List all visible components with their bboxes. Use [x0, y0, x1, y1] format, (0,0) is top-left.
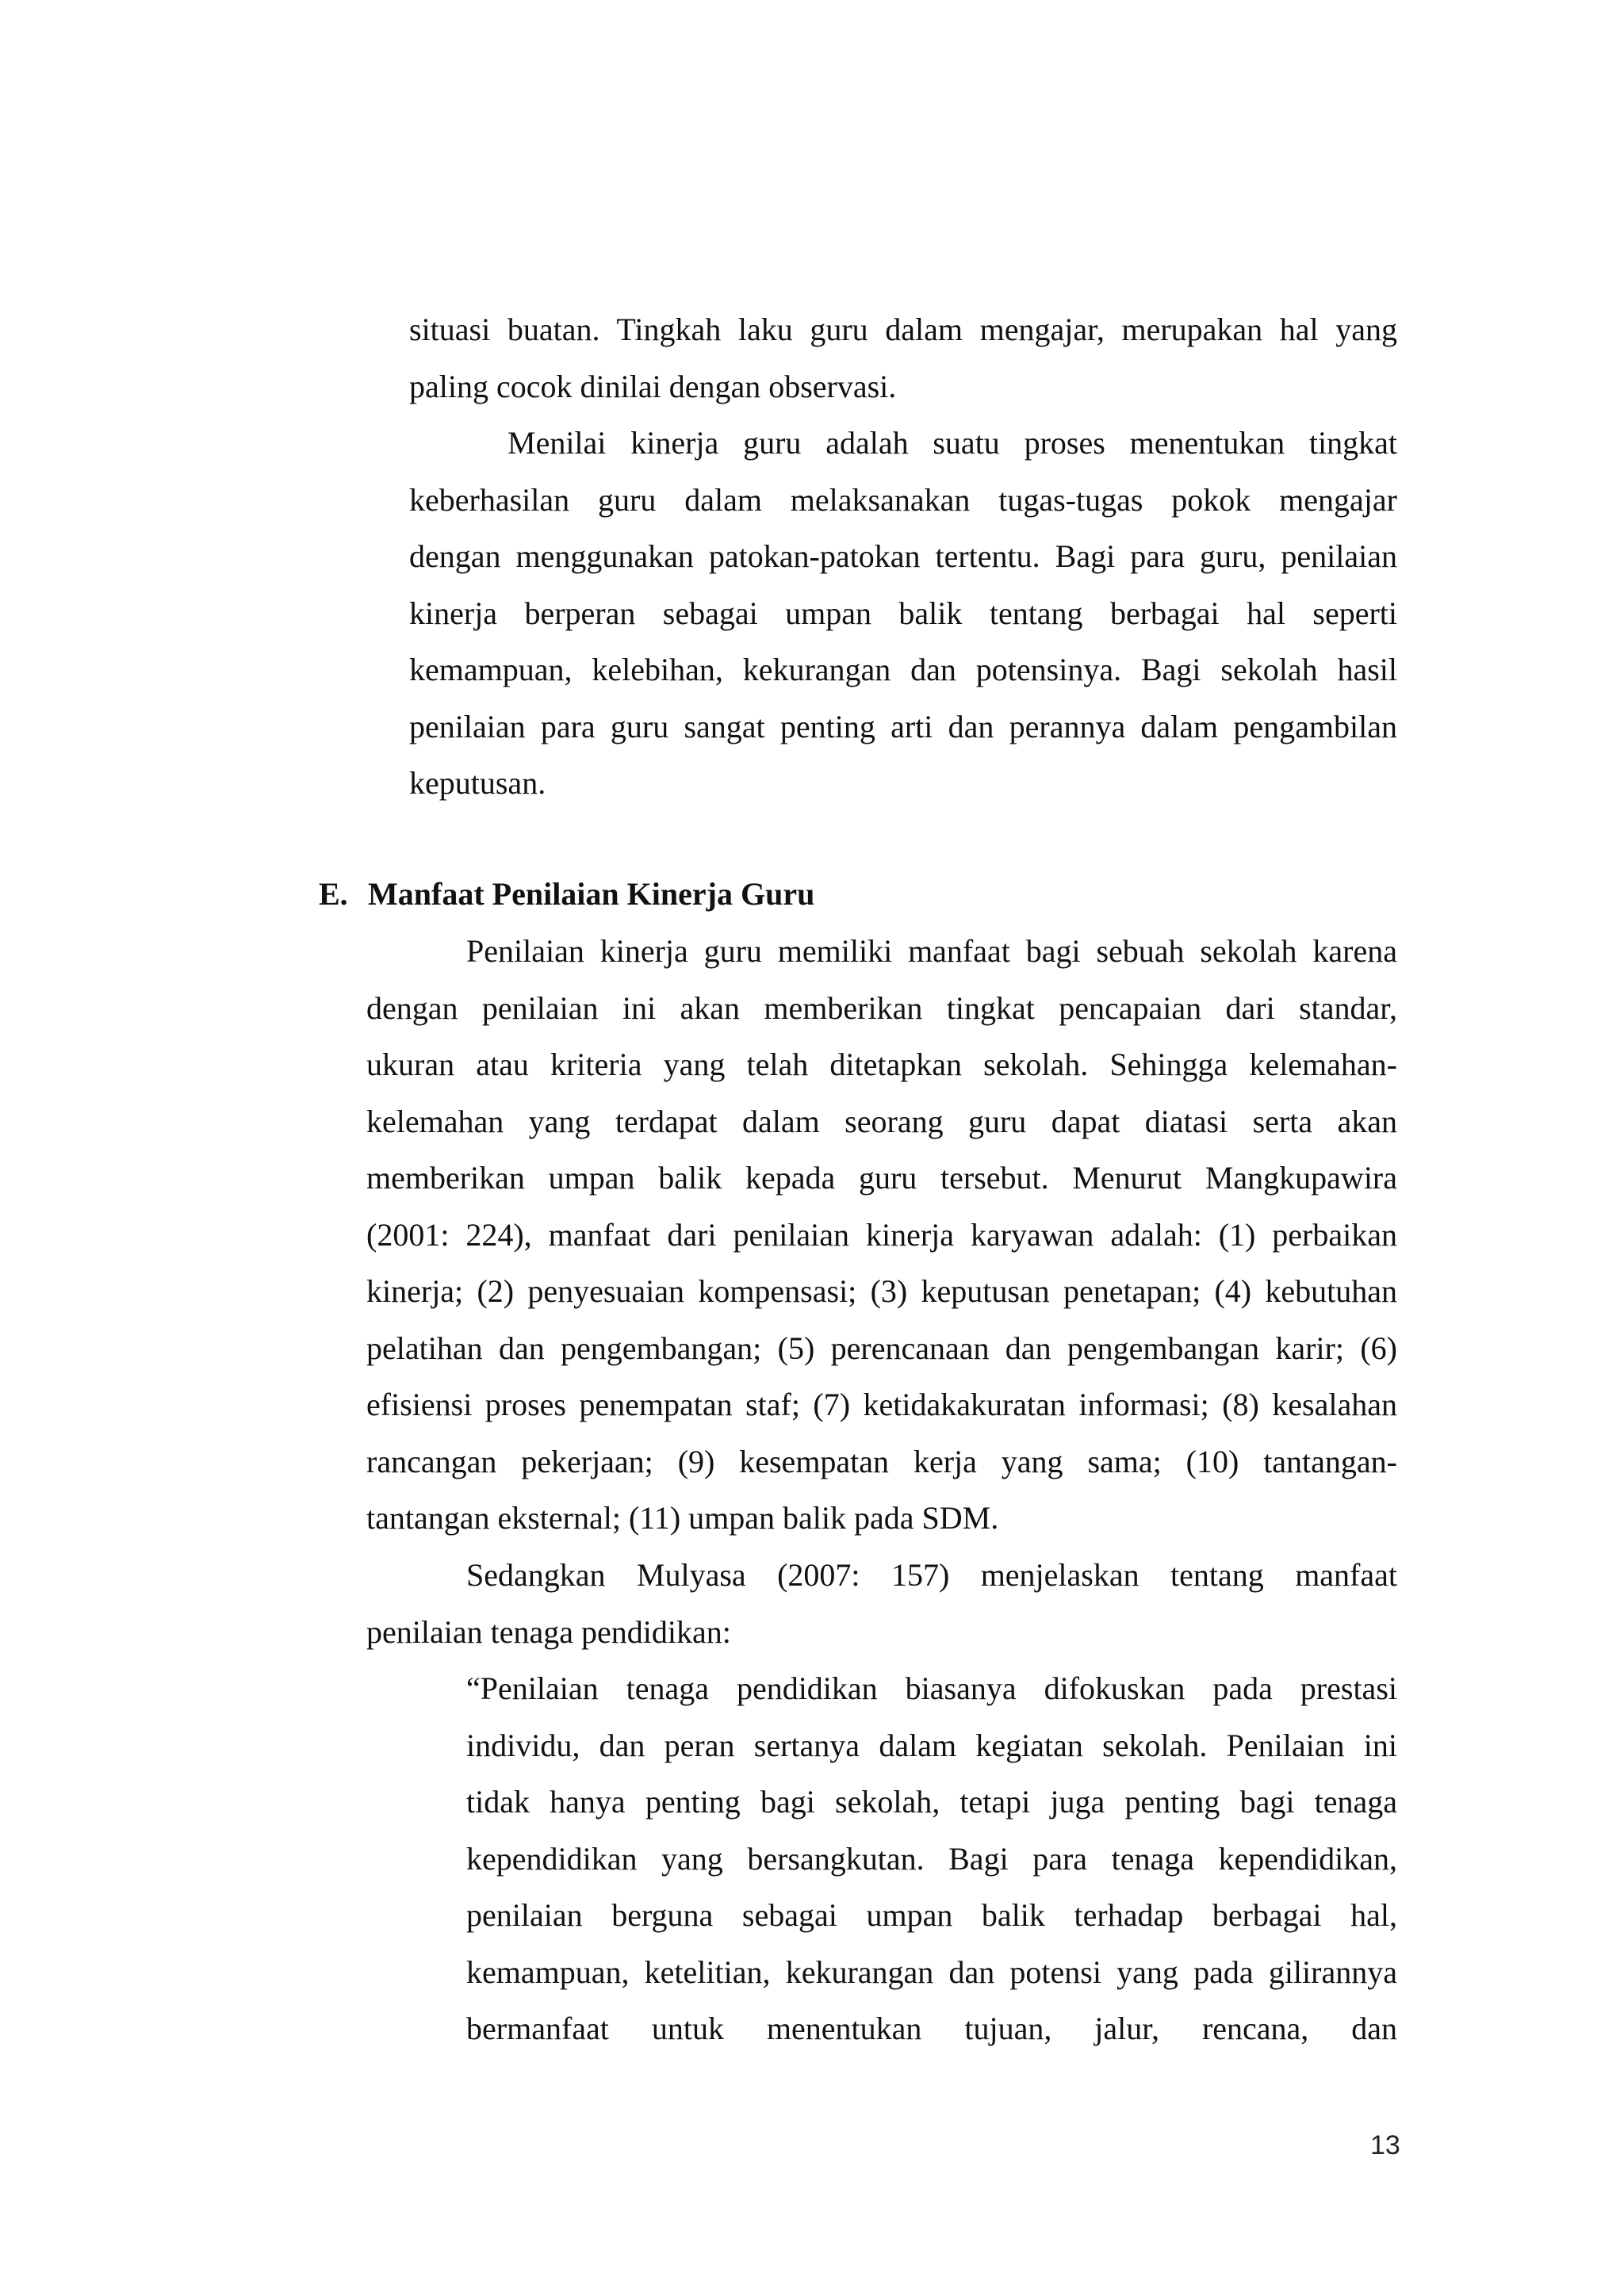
section-heading	[319, 866, 814, 923]
text-line: ukuran atau kriteria yang telah ditetapkan sekolah. Sehingga kelemahan-	[366, 1047, 1397, 1082]
text-line: kinerja berperan sebagai umpan balik tentang berbagai hal seperti	[409, 595, 1397, 631]
text-line: Sedangkan Mulyasa (2007: 157) menjelaskan tentang manfaat	[466, 1557, 1397, 1593]
text-line: (2001: 224), manfaat dari penilaian kinerja karyawan adalah: (1) perbaikan	[366, 1216, 1397, 1253]
page-number: 13	[1370, 2130, 1400, 2160]
text-line: penilaian tenaga pendidikan:	[366, 1613, 731, 1650]
text-line: kemampuan, ketelitian, kekurangan dan potensi yang pada gilirannya	[466, 1954, 1397, 1990]
text-line: tidak hanya penting bagi sekolah, tetapi juga penting bagi tenaga	[466, 1784, 1397, 1820]
paragraph-continuation	[409, 301, 1397, 415]
text-line: efisiensi proses penempatan staf; (7) ketidakakuratan informasi; (8) kesalahan	[366, 1387, 1397, 1422]
text-line: penilaian berguna sebagai umpan balik terhadap berbagai hal,	[466, 1897, 1397, 1933]
text-line: pelatihan dan pengembangan; (5) perencanaan dan pengembangan karir; (6)	[366, 1330, 1397, 1366]
section-title: Manfaat Penilaian Kinerja Guru	[368, 876, 815, 912]
text-line: kinerja; (2) penyesuaian kompensasi; (3) keputusan penetapan; (4) kebutuhan	[366, 1273, 1397, 1309]
text-line: dengan penilaian ini akan memberikan tingkat pencapaian dari standar,	[366, 989, 1397, 1026]
text-line: kemampuan, kelebihan, kekurangan dan potensinya. Bagi sekolah hasil	[409, 652, 1397, 687]
text-line: dengan menggunakan patokan-patokan tertentu. Bagi para guru, penilaian	[409, 538, 1397, 574]
text-line: tantangan eksternal; (11) umpan balik pada SDM.	[366, 1500, 999, 1536]
block-quotation	[466, 1660, 1397, 2057]
paragraph-assessment-definition	[409, 415, 1397, 812]
text-line: keputusan.	[409, 765, 546, 801]
text-line: “Penilaian tenaga pendidikan biasanya difokuskan pada prestasi	[466, 1670, 1397, 1706]
text-line: memberikan umpan balik kepada guru tersebut. Menurut Mangkupawira	[366, 1160, 1397, 1196]
text-line: individu, dan peran sertanya dalam kegiatan sekolah. Penilaian ini	[466, 1727, 1397, 1763]
section-marker: E.	[319, 876, 348, 912]
paragraph-benefits	[366, 923, 1397, 1547]
text-line: Penilaian kinerja guru memiliki manfaat bagi sebuah sekolah karena	[466, 933, 1397, 969]
text-line: keberhasilan guru dalam melaksanakan tugas-tugas pokok mengajar	[409, 481, 1397, 518]
text-line: penilaian para guru sangat penting arti dan perannya dalam pengambilan	[409, 708, 1397, 744]
text-line: bermanfaat untuk menentukan tujuan, jalur, rencana, dan	[466, 2011, 1397, 2046]
paragraph-mulyasa-intro	[366, 1547, 1397, 1660]
text-line: paling cocok dinilai dengan observasi.	[409, 368, 897, 404]
text-line: kelemahan yang terdapat dalam seorang guru dapat diatasi serta akan	[366, 1103, 1397, 1139]
text-line: situasi buatan. Tingkah laku guru dalam mengajar, merupakan hal yang	[409, 312, 1397, 347]
text-line: Menilai kinerja guru adalah suatu proses menentukan tingkat	[508, 425, 1397, 461]
text-line: rancangan pekerjaan; (9) kesempatan kerja yang sama; (10) tantangan-	[366, 1443, 1397, 1479]
text-line: kependidikan yang bersangkutan. Bagi para tenaga kependidikan,	[466, 1840, 1397, 1877]
